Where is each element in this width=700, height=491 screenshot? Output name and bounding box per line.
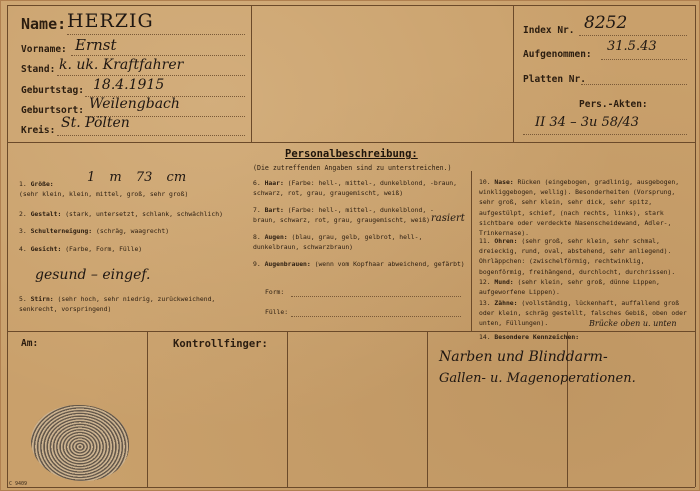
item-3-schulter: [19, 226, 247, 236]
item-2-gestalt: [19, 209, 247, 219]
name-value: HERZIG: [67, 10, 154, 32]
aufgenommen-line: [601, 59, 687, 60]
item-desc: (wenn vom Kopfhaar abweichend, gefärbt): [314, 260, 465, 268]
item-label: Augen:: [264, 233, 288, 241]
frame-line: [251, 5, 252, 142]
item-label: Zähne:: [494, 299, 518, 307]
gesicht-value: gesund – eingef.: [35, 267, 151, 283]
platten-line: [581, 84, 687, 85]
geburtsort-label: Geburtsort:: [21, 105, 84, 116]
item-desc: (vollständig, lückenhaft, auffallend groß oder klein, schräg gestellt, falsches Gebiß, oben oder unten, Füllungen).: [479, 299, 687, 328]
item-label: Nase:: [494, 178, 514, 186]
geburtstag-value: 18.4.1915: [93, 77, 165, 93]
item-num: 9.: [253, 260, 261, 268]
item-num: 6.: [253, 179, 261, 187]
augenbrauen-form-label: Form:: [265, 288, 285, 296]
item-num: 2.: [19, 210, 27, 218]
item-label: Mund:: [494, 278, 514, 286]
frame-line: [695, 5, 696, 487]
kreis-line: [57, 135, 245, 136]
item-desc: (sehr klein, sehr groß, dünne Lippen, aufgeworfene Lippen).: [479, 278, 660, 297]
kreis-value: St. Pölten: [61, 115, 130, 131]
platten-label: Platten Nr.: [523, 74, 586, 85]
item-desc: (Farbe: hell-, mittel-, dunkelblond, -braun, schwarz, rot, grau, graugemischt, weiß): [253, 206, 434, 225]
index-line: [579, 35, 687, 36]
item-label: Bart:: [264, 206, 284, 214]
frame-line: [287, 331, 288, 487]
pers-akten-value: II 34 – 3u 58/43: [535, 115, 639, 130]
index-label: Index Nr.: [523, 25, 575, 36]
item-label: Gestalt:: [30, 210, 62, 218]
zaehne-value: Brücke oben u. unten: [589, 319, 677, 328]
item-label: Gesicht:: [30, 245, 62, 253]
item-12-mund: [479, 277, 687, 297]
item-desc: (schräg, waagrecht): [95, 227, 170, 235]
item-num: 4.: [19, 245, 27, 253]
frame-line: [147, 331, 148, 487]
item-desc: (stark, untersetzt, schlank, schwächlich): [65, 210, 223, 218]
item-5-stirn: [19, 294, 247, 314]
item-num: 10.: [479, 178, 491, 186]
form-stamp: C 9409: [9, 481, 28, 487]
item-desc: (sehr hoch, sehr niedrig, zurückweichend, senkrecht, vorspringend): [19, 295, 216, 314]
bart-value: rasiert: [431, 213, 465, 224]
item-4-gesicht: [19, 244, 247, 254]
aufgenommen-value: 31.5.43: [607, 39, 657, 54]
item-num: 3.: [19, 227, 27, 235]
frame-line: [7, 487, 695, 488]
item-num: 14.: [479, 333, 491, 341]
item-label: Augenbrauen:: [264, 260, 311, 268]
item-num: 13.: [479, 299, 491, 307]
personal-subtitle: (Die zutreffenden Angaben sind zu unterstreichen.): [253, 164, 452, 172]
item-desc: (Farbe: hell-, mittel-, dunkelblond, -braun, schwarz, rot, grau, graugemischt, weiß): [253, 179, 457, 198]
stand-line: [57, 75, 245, 76]
augenbrauen-fuelle-label: Fülle:: [265, 308, 289, 316]
item-6-haar: [253, 178, 465, 198]
item-desc: (sehr groß, sehr klein, sehr schmal, dreieckig, rund, oval, abstehend, sehr anliegend). Ohrläppchen: (zwischelförmig, rechtwinklig, bogenförmig, freihängend, durchlocht, durchrissen).: [479, 237, 676, 276]
frame-line: [7, 5, 695, 6]
item-label: Besondere Kennzeichen:: [494, 333, 580, 341]
item-desc: (blau, grau, gelb, gelbrot, hell-, dunkelbraun, schwarzbraun): [253, 233, 423, 252]
index-value: 8252: [584, 13, 628, 33]
item-11-ohren: [479, 236, 687, 277]
item-num: 11.: [479, 237, 491, 245]
form-line: [291, 296, 461, 297]
fingerprint-image: [31, 405, 129, 481]
personal-title: Personalbeschreibung:: [285, 148, 418, 160]
item-num: 7.: [253, 206, 261, 214]
frame-line: [471, 171, 472, 331]
am-label: Am:: [21, 338, 39, 349]
vorname-label: Vorname:: [21, 44, 67, 55]
item-desc: (Farbe, Form, Fülle): [65, 245, 143, 253]
item-14-kennzeichen: [479, 332, 687, 342]
item-label: Größe:: [30, 180, 54, 188]
pers-akten-label: Pers.-Akten:: [579, 99, 648, 110]
item-10-nase: [479, 177, 687, 238]
geburtsort-value: Weilengbach: [89, 96, 180, 112]
vorname-line: [71, 55, 245, 56]
kennzeichen-note-2: Gallen- u. Magenoperationen.: [439, 371, 636, 386]
item-8-augen: [253, 232, 465, 252]
frame-line: [513, 5, 514, 142]
item-label: Haar:: [264, 179, 284, 187]
aufgenommen-label: Aufgenommen:: [523, 49, 592, 60]
frame-line: [7, 142, 695, 143]
item-num: 5.: [19, 295, 27, 303]
frame-line: [7, 5, 8, 487]
item-7-bart: [253, 205, 439, 225]
groesse-value: 1 m 73 cm: [87, 170, 187, 185]
item-label: Schulterneigung:: [30, 227, 93, 235]
kennzeichen-note-1: Narben und Blinddarm-: [439, 349, 608, 365]
item-num: 12.: [479, 278, 491, 286]
kreis-label: Kreis:: [21, 125, 56, 136]
item-num: 8.: [253, 233, 261, 241]
name-line: [67, 34, 245, 35]
item-label: Stirn:: [30, 295, 54, 303]
fuelle-line: [291, 316, 461, 317]
pers-akten-line: [523, 134, 687, 135]
item-desc: Rücken (eingebogen, gradlinig, ausgebogen, winkliggebogen, wellig). Besonderheiten (Vorsprung, sehr groß, sehr klein, sehr dick, sehr spitz, aufgestülpt, schief, (nach rechts, links), stark sichtbare oder verdeckte Nasenscheidewand, Adler-, Trinkernase).: [479, 178, 680, 238]
item-9-augenbrauen: [253, 259, 465, 269]
geburtstag-label: Geburtstag:: [21, 85, 84, 96]
frame-line: [427, 331, 428, 487]
stand-value: k. uk. Kraftfahrer: [59, 57, 184, 73]
name-label: Name:: [21, 15, 67, 33]
item-desc: (sehr klein, klein, mittel, groß, sehr groß): [19, 190, 189, 199]
stand-label: Stand:: [21, 64, 56, 75]
kontrollfinger-label: Kontrollfinger:: [173, 338, 268, 350]
item-num: 1.: [19, 180, 27, 188]
vorname-value: Ernst: [75, 36, 117, 54]
item-label: Ohren:: [494, 237, 518, 245]
